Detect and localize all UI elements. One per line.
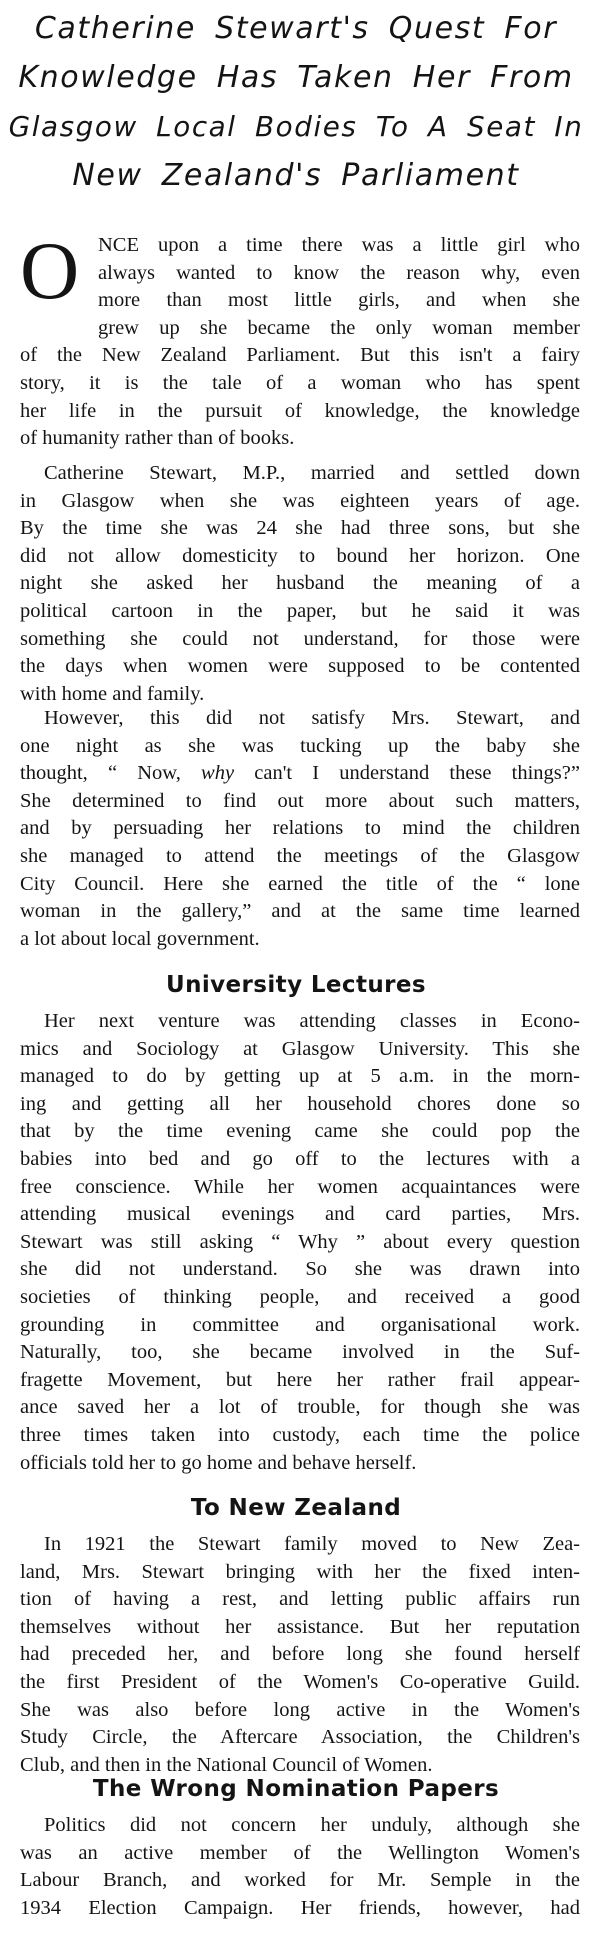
text-line: something she could not understand, for those were <box>20 627 580 650</box>
text-line: did not allow domesticity to bound her horizon. One <box>20 544 580 567</box>
text-line: one night as she was tucking up the baby she <box>20 734 580 757</box>
text-line: ing and getting all her household chores done so <box>20 1092 580 1115</box>
text-line: three times taken into custody, each time the police <box>20 1423 580 1446</box>
text-line: attending musical evenings and card parties, Mrs. <box>20 1203 580 1226</box>
text-line: land, Mrs. Stewart bringing with her the fixed inten- <box>20 1560 580 1583</box>
text-line: grounding in committee and organisational work. <box>20 1313 580 1336</box>
emphasis-word: why <box>201 762 235 785</box>
text-line: Stewart was still asking “ Why ” about every question <box>20 1230 580 1253</box>
text-line: themselves without her assistance. But her reputation <box>20 1615 580 1638</box>
article-headline <box>8 4 584 200</box>
text-line: with home and family. <box>20 682 205 705</box>
text-line: She determined to find out more about such matters, <box>20 789 580 812</box>
text-line: woman in the gallery,” and at the same time learned <box>20 900 580 923</box>
text-line: thought, “ Now, why can't I understand these things?” <box>20 762 580 785</box>
text-line: Her next venture was attending classes in Econo- <box>44 1010 580 1032</box>
text-line: mics and Sociology at Glasgow University. This she <box>20 1037 580 1060</box>
text-line: she managed to attend the meetings of the Glasgow <box>20 844 580 867</box>
text-line: societies of thinking people, and received a good <box>20 1285 580 1308</box>
text-line: officials told her to go home and behave herself. <box>20 1451 417 1474</box>
text-line: was an active member of the Wellington Women's <box>20 1841 580 1864</box>
paragraph-6 <box>20 1812 580 1922</box>
text-line: Catherine Stewart, M.P., married and settled down <box>44 462 580 484</box>
subhead-to-new-zealand: To New Zealand <box>190 1495 402 1521</box>
text-line: her life in the pursuit of knowledge, the knowledge <box>20 399 580 422</box>
text-line: fragette Movement, but here her rather frail appear- <box>20 1368 580 1391</box>
text-line: and by persuading her relations to mind the children <box>20 817 580 840</box>
text-line: story, it is the tale of a woman who has spent <box>20 371 580 394</box>
paragraph-3 <box>20 705 580 953</box>
text-line: Naturally, too, she became involved in the Suf- <box>20 1341 580 1364</box>
drop-cap: O <box>20 225 80 316</box>
text-line: had preceded her, and before long she found herself <box>20 1643 580 1666</box>
subhead-university-lectures: University Lectures <box>166 972 426 998</box>
text-line: a lot about local government. <box>20 927 260 950</box>
text-line: By the time she was 24 she had three sons, but she <box>20 517 580 540</box>
headline-line: Knowledge Has Taken Her From <box>18 60 574 95</box>
text-line: Politics did not concern her unduly, although she <box>44 1814 580 1836</box>
text-line: grew up she became the only woman member <box>98 316 580 339</box>
paragraph-5 <box>20 1531 580 1779</box>
text-line: NCE upon a time there was a little girl who <box>98 234 580 256</box>
text-line: However, this did not satisfy Mrs. Stewart, and <box>44 707 580 729</box>
text-line: of the New Zealand Parliament. But this isn't a fairy <box>20 344 580 367</box>
text-line: City Council. Here she earned the title of the “ lone <box>20 872 580 895</box>
text-line: babies into bed and go off to the lectures with a <box>20 1147 580 1170</box>
headline-line: Catherine Stewart's Quest For <box>34 11 558 46</box>
text-line: political cartoon in the paper, but he said it was <box>20 599 580 622</box>
text-line: 1934 Election Campaign. Her friends, however, had <box>20 1896 580 1919</box>
text-line: she did not understand. So she was drawn into <box>20 1258 580 1281</box>
text-line: In 1921 the Stewart family moved to New Zea- <box>44 1533 580 1555</box>
text-line: free conscience. While her women acquaintances were <box>20 1175 580 1198</box>
text-line: in Glasgow when she was eighteen years of age. <box>20 489 580 512</box>
headline-line: New Zealand's Parliament <box>72 158 520 193</box>
text-line: Club, and then in the National Council of Women. <box>20 1753 433 1776</box>
text-line: night she asked her husband the meaning of a <box>20 572 580 595</box>
paragraph-4 <box>20 1008 580 1477</box>
text-line: that by the time evening came she could pop the <box>20 1120 580 1143</box>
text-line: managed to do by getting up at 5 a.m. in the morn- <box>20 1065 580 1088</box>
text-line: tion of having a rest, and letting public affairs run <box>20 1588 580 1611</box>
headline-line: Glasgow Local Bodies To A Seat In <box>8 110 584 143</box>
text-line: Labour Branch, and worked for Mr. Semple in the <box>20 1869 580 1892</box>
text-line: ance saved her a lot of trouble, for though she was <box>20 1396 580 1419</box>
subhead-wrong-nomination-papers: The Wrong Nomination Papers <box>92 1776 500 1802</box>
text-line: of humanity rather than of books. <box>20 427 295 450</box>
text-line: She was also before long active in the Women's <box>20 1698 580 1721</box>
text-line: the first President of the Women's Co-operative Guild. <box>20 1670 580 1693</box>
paragraph-2 <box>20 460 580 708</box>
text-line: Study Circle, the Aftercare Association, the Children's <box>20 1726 580 1749</box>
text-line: more than most little girls, and when she <box>98 289 580 312</box>
intro-paragraph <box>20 225 580 453</box>
text-line: the days when women were supposed to be contented <box>20 655 580 678</box>
text-line: always wanted to know the reason why, even <box>98 261 580 284</box>
